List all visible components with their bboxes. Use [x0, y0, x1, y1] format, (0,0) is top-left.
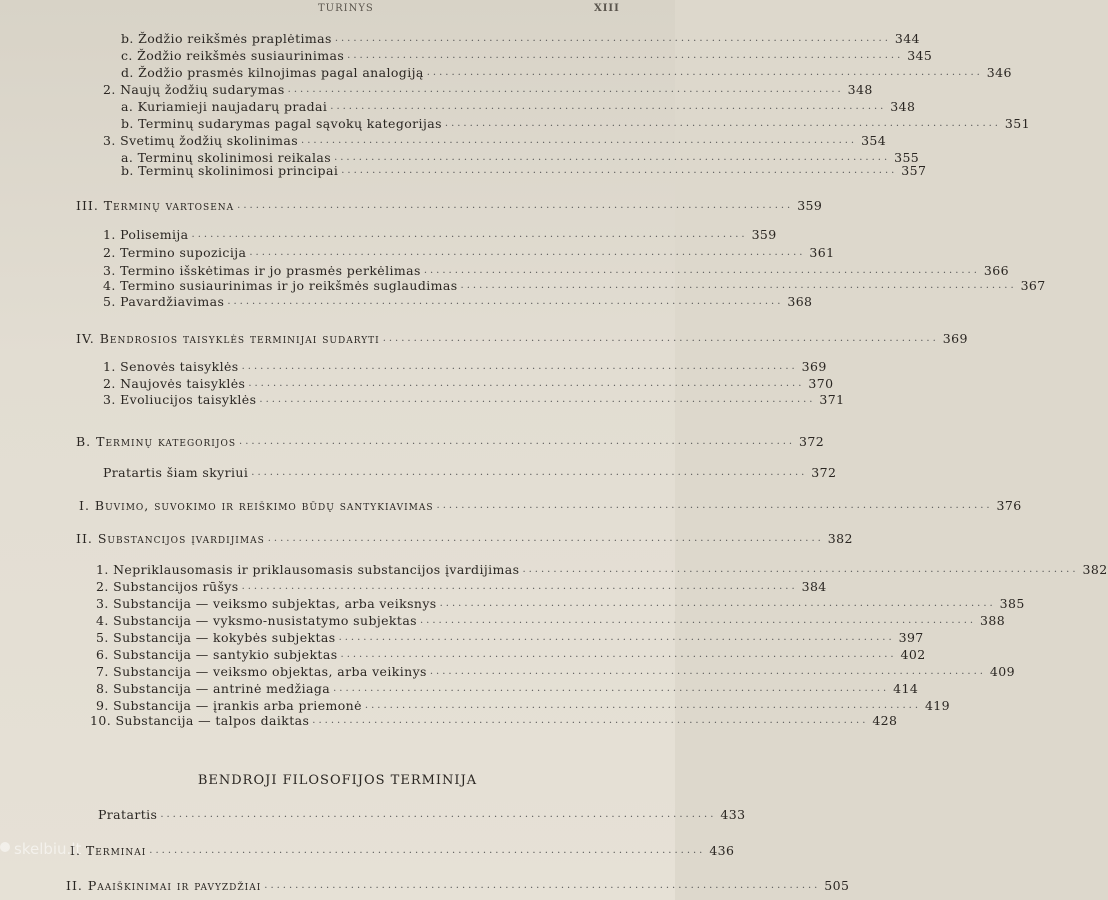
toc-entry-page: 367	[1020, 278, 1046, 293]
toc-entry-title: 3. Termino išskėtimas ir jo prasmės perkėlimas	[103, 263, 421, 278]
toc-entry-title: II. Paaiškinimai ir pavyzdžiai	[66, 878, 262, 893]
toc-entry-page: 372	[811, 465, 837, 480]
toc-entry-page: 370	[808, 376, 834, 391]
toc-entry-page: 388	[980, 613, 1006, 628]
toc-entry-title: I. Buvimo, suvokimo ir reiškimo būdų santykiavimas	[79, 498, 434, 513]
toc-entry-page: 369	[801, 359, 827, 374]
watermark	[14, 840, 81, 858]
toc-entry-title: B. Terminų kategorijos	[76, 434, 237, 449]
toc-entry-title: IV. Bendrosios taisyklės terminijai sudaryti	[76, 331, 380, 346]
toc-entry-title: 10. Substancija — talpos daiktas	[90, 713, 310, 728]
toc-entry: 6. Substancija — santykio subjektas .......................................................................................... 402	[96, 647, 926, 662]
toc-entry: 3. Termino išskėtimas ir jo prasmės perkėlimas .......................................................................................... 366	[103, 263, 1009, 278]
toc-entry: 3. Svetimų žodžių skolinimas .......................................................................................... 354	[103, 133, 887, 148]
toc-entry-title: b. Terminų skolinimosi principai	[121, 163, 339, 178]
toc-entry: 4. Substancija — vyksmo-nusistatymo subjektas .......................................................................................... 388	[96, 613, 1006, 628]
toc-entry: 1. Senovės taisyklės .......................................................................................... 369	[103, 359, 827, 374]
toc-entry-page: 345	[907, 48, 933, 63]
toc-entry: 1. Nepriklausomasis ir priklausomasis substancijos įvardijimas .......................................................................................... 382	[96, 562, 1108, 577]
toc-chapter: III. Terminų vartosena .......................................................................................... 359	[76, 198, 823, 213]
toc-entry-page: 346	[986, 65, 1012, 80]
toc-entry-title: 5. Pavardžiavimas	[103, 294, 225, 309]
toc-chapter: II. Substancijos įvardijimas .......................................................................................... 382	[76, 531, 853, 546]
toc-entry: 5. Pavardžiavimas .......................................................................................... 368	[103, 294, 813, 309]
toc-entry-title: 1. Polisemija	[103, 227, 189, 242]
toc-entry-title: b. Terminų sudarymas pagal sąvokų kategorijas	[121, 116, 442, 131]
toc-chapter: I. Terminai .......................................................................................... 436	[70, 843, 735, 858]
toc-entry: 7. Substancija — veiksmo objektas, arba veikinys .......................................................................................... 409	[96, 664, 1015, 679]
watermark-text: skelbiu.lt	[14, 840, 82, 858]
toc-entry: a. Terminų skolinimosi reikalas .......................................................................................... 355	[121, 150, 920, 165]
toc-entry-title: III. Terminų vartosena	[76, 198, 235, 213]
toc-entry-title: Pratartis šiam skyriui	[103, 465, 249, 480]
toc-entry-title: 5. Substancija — kokybės subjektas	[96, 630, 336, 645]
toc-entry-title: a. Terminų skolinimosi reikalas	[121, 150, 332, 165]
toc-entry-page: 384	[801, 579, 827, 594]
toc-entry-page: 354	[861, 133, 887, 148]
toc-entry-title: 8. Substancija — antrinė medžiaga	[96, 681, 331, 696]
toc-entry-page: 382	[1082, 562, 1108, 577]
toc-entry: 2. Naujovės taisyklės .......................................................................................... 370	[103, 376, 834, 391]
toc-entry-title: 9. Substancija — įrankis arba priemonė	[96, 698, 362, 713]
toc-chapter: I. Buvimo, suvokimo ir reiškimo būdų santykiavimas .......................................................................................... 376	[79, 498, 1022, 513]
toc-entry: 4. Termino susiaurinimas ir jo reikšmės suglaudimas .......................................................................................... 367	[103, 278, 1046, 293]
toc-entry: 5. Substancija — kokybės subjektas .......................................................................................... 397	[96, 630, 924, 645]
toc-entry-page: 348	[890, 99, 916, 114]
toc-chapter: II. Paaiškinimai ir pavyzdžiai .......................................................................................... 505	[66, 878, 850, 893]
toc-entry: 3. Evoliucijos taisyklės .......................................................................................... 371	[103, 392, 845, 407]
toc-entry-page: 359	[751, 227, 777, 242]
toc-entry: 2. Naujų žodžių sudarymas .......................................................................................... 348	[103, 82, 873, 97]
toc-entry-title: 2. Substancijos rūšys	[96, 579, 239, 594]
toc-entry-title: 3. Substancija — veiksmo subjektas, arba veiksnys	[96, 596, 437, 611]
watermark-logo-icon	[0, 842, 10, 852]
toc-entry-title: 2. Termino supozicija	[103, 245, 247, 260]
toc-entry-page: 344	[894, 31, 920, 46]
toc-entry-title: 4. Termino susiaurinimas ir jo reikšmės suglaudimas	[103, 278, 458, 293]
toc-entry-page: 397	[898, 630, 924, 645]
toc-entry-title: 2. Naujų žodžių sudarymas	[103, 82, 285, 97]
toc-entry-title: d. Žodžio prasmės kilnojimas pagal analogiją	[121, 65, 424, 80]
toc-entry: c. Žodžio reikšmės susiaurinimas .......................................................................................... 345	[121, 48, 933, 63]
toc-entry: b. Žodžio reikšmės praplėtimas .......................................................................................... 344	[121, 31, 920, 46]
toc-entry-page: 369	[942, 331, 968, 346]
toc-entry-page: 505	[824, 878, 850, 893]
toc-entry: 9. Substancija — įrankis arba priemonė .......................................................................................... 419	[96, 698, 951, 713]
toc-entry-page: 402	[900, 647, 926, 662]
toc-entry-page: 371	[819, 392, 845, 407]
toc-entry-title: 4. Substancija — vyksmo-nusistatymo subjektas	[96, 613, 417, 628]
toc-entry-page: 366	[983, 263, 1009, 278]
toc-entry-title: 6. Substancija — santykio subjektas	[96, 647, 338, 662]
toc-entry-page: 355	[894, 150, 920, 165]
toc-entry-page: 382	[827, 531, 853, 546]
toc-entry-title: 2. Naujovės taisyklės	[103, 376, 246, 391]
toc-entry-title: 3. Svetimų žodžių skolinimas	[103, 133, 299, 148]
toc-entry-page: 409	[989, 664, 1015, 679]
toc-entry-title: Pratartis	[98, 807, 158, 822]
toc-entry-page: 433	[720, 807, 746, 822]
toc-entry-page: 436	[709, 843, 735, 858]
toc-entry: 8. Substancija — antrinė medžiaga .......................................................................................... 414	[96, 681, 919, 696]
toc-entry-page: 368	[787, 294, 813, 309]
toc-entry-title: 3. Evoliucijos taisyklės	[103, 392, 257, 407]
page-number: XIII	[594, 3, 620, 14]
toc-chapter: IV. Bendrosios taisyklės terminijai sudaryti .......................................................................................... 369	[76, 331, 968, 346]
toc-entry-page: 419	[924, 698, 951, 713]
toc-entry-title: a. Kuriamieji naujadarų pradai	[121, 99, 328, 114]
toc-entry-page: 414	[893, 681, 919, 696]
toc-entry-title: 7. Substancija — veiksmo objektas, arba veikinys	[96, 664, 427, 679]
toc-entry: b. Terminų sudarymas pagal sąvokų kategorijas .......................................................................................... 351	[121, 116, 1030, 131]
toc-entry-page: 357	[901, 163, 927, 178]
toc-entry: d. Žodžio prasmės kilnojimas pagal analogiją .......................................................................................... 346	[121, 65, 1012, 80]
toc-entry-title: b. Žodžio reikšmės praplėtimas	[121, 31, 332, 46]
toc-entry-page: 361	[809, 245, 835, 260]
toc-entry: a. Kuriamieji naujadarų pradai .......................................................................................... 348	[121, 99, 916, 114]
toc-entry: 3. Substancija — veiksmo subjektas, arba veiksnys .......................................................................................... 385	[96, 596, 1025, 611]
toc-entry-title: I. Terminai	[70, 843, 147, 858]
toc-entry: 2. Termino supozicija .......................................................................................... 361	[103, 245, 835, 260]
toc-entry-page: 348	[847, 82, 873, 97]
toc-entry-title: 1. Nepriklausomasis ir priklausomasis substancijos įvardijimas	[96, 562, 520, 577]
toc-entry-page: 351	[1004, 116, 1030, 131]
toc-entry: 2. Substancijos rūšys .......................................................................................... 384	[96, 579, 827, 594]
toc-entry-page: 376	[996, 498, 1022, 513]
running-header: TURINYS	[318, 3, 374, 14]
toc-entry-title: c. Žodžio reikšmės susiaurinimas	[121, 48, 345, 63]
section-heading: BENDROJI FILOSOFIJOS TERMINIJA	[197, 773, 478, 788]
toc-entry-page: 428	[872, 713, 898, 728]
toc-entry: 10. Substancija — talpos daiktas .......................................................................................... 428	[90, 713, 898, 728]
toc-entry: b. Terminų skolinimosi principai .......................................................................................... 357	[121, 163, 927, 178]
toc-entry-page: 372	[799, 434, 825, 449]
toc-entry-page: 385	[999, 596, 1025, 611]
toc-chapter: B. Terminų kategorijos .......................................................................................... 372	[76, 434, 825, 449]
toc-entry: Pratartis šiam skyriui .......................................................................................... 372	[103, 465, 837, 480]
toc-entry: Pratartis .......................................................................................... 433	[98, 807, 746, 822]
toc-entry-title: 1. Senovės taisyklės	[103, 359, 239, 374]
toc-entry-title: II. Substancijos įvardijimas	[76, 531, 265, 546]
toc-entry-page: 359	[797, 198, 823, 213]
toc-entry: 1. Polisemija .......................................................................................... 359	[103, 227, 777, 242]
